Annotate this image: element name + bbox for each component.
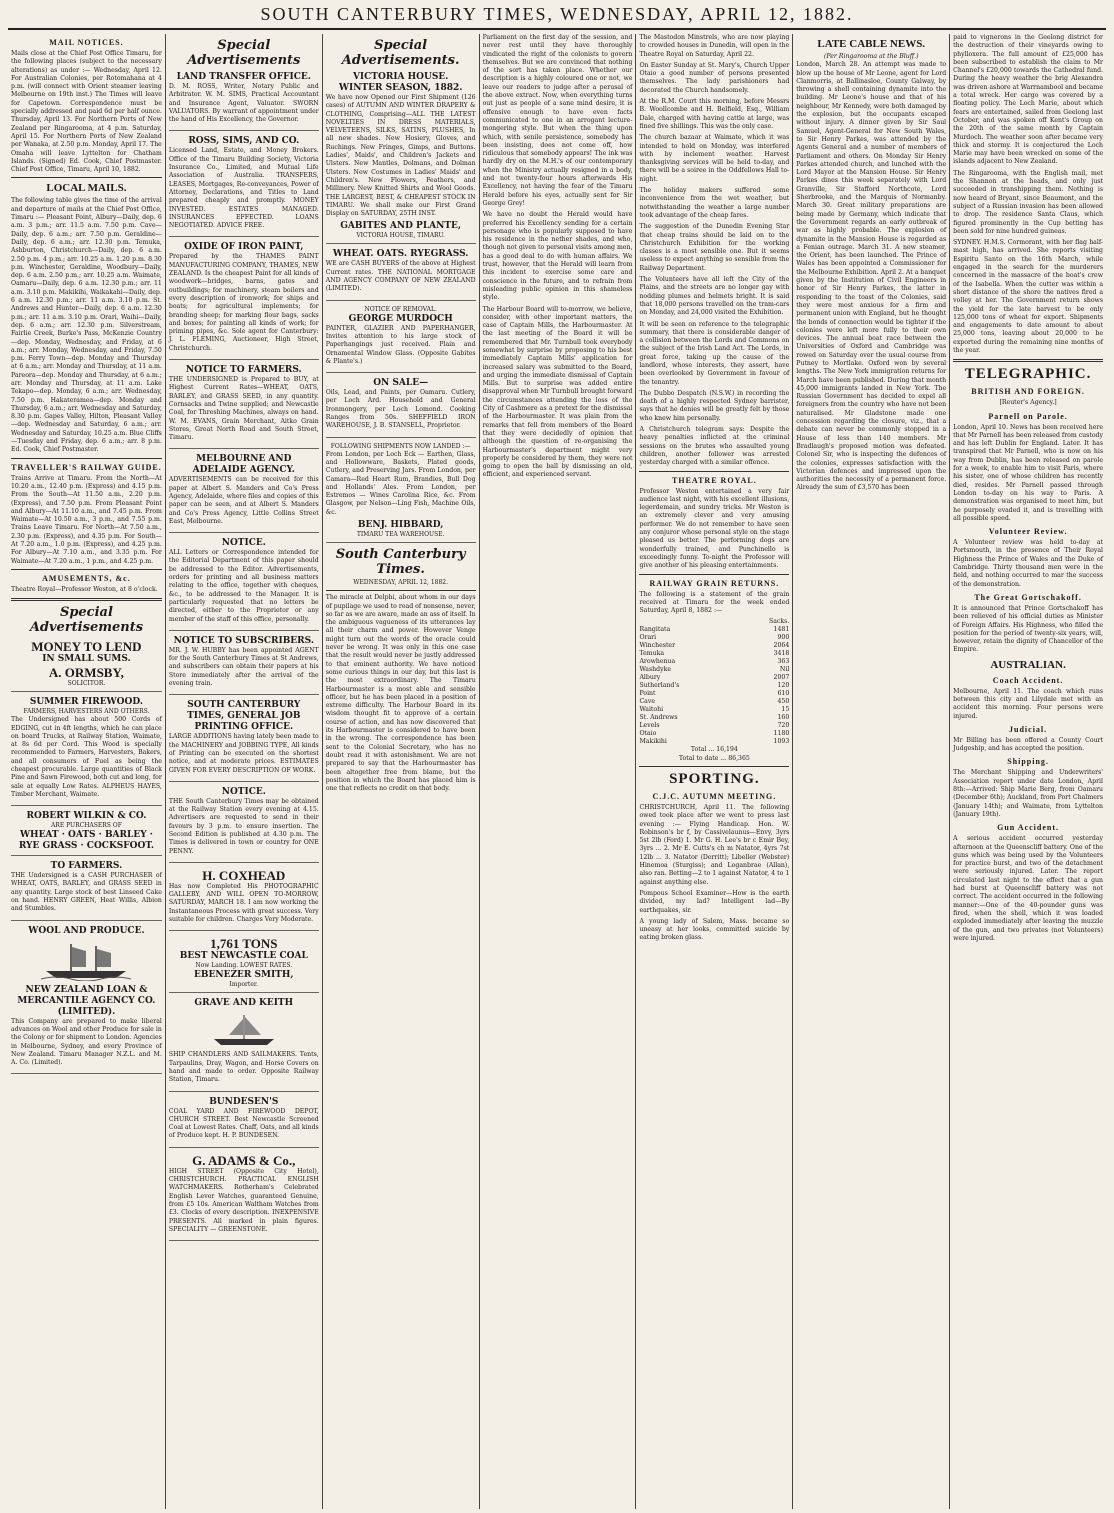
melb-heading: MELBOURNE AND ADELAIDE AGENCY. <box>192 454 295 476</box>
grain-sacks: 3418 <box>773 650 790 658</box>
grain-sacks: 900 <box>777 634 790 642</box>
melb-text: ADVERTISEMENTS can be received for this paper at Albert S. Manders and Co's Press Agency, Adelaide, where files and copies of this paper can be seen, and at Albert S. Manders and Co's Press Agency, Little Collins Street East, Melbourne. <box>168 476 319 525</box>
grain-station: Sutherland's <box>639 682 680 690</box>
local-mails-text: The following table gives the time of the arrival and departure of mails at the Chief Post Office, Timaru :— Pleasant Point, Albury—Daily, dep. 6 a.m. 3 p.m.; arr. 11.5 a.m. 7.50 p.m. Cave—Daily, dep. 6 a.m.; arr. 7.50 p.m. Geraldine—Daily, dep. 6 a.m.; arr. 12.30 p.m. Temuka, Ashburton, Christchurch—Daily, dep. 6 a.m. 2.50 p.m. 4 p.m.; arr. 10.25 a.m. 1.20 p.m. 8.30 p.m. Winchester, Geraldine, Woodbury—Daily, dep. 6 a.m. 2.50 p.m.; arr. 10.25 a.m. Waimate, Oamaru—Daily, dep. 6 a.m. 12.30 p.m.; arr. 11 a.m. 3.10 p.m. Makikihi, Waikakahi—Daily, dep. 6 a.m. 12.30 p.m.; arr. 11 a.m. 3.10 p.m. St. Andrews and Hunter—Daily, dep. 6 a.m. 12.30 p.m.; arr. 11 a.m. 3.10 p.m. Orari, Waihi—Daily, dep. 6 a.m.; arr. 12.30 p.m. Silverstream, Fairlie Creek, Burke's Pass, McKenzie Country—dep. Monday, Wednesday, and Friday, at 6 a.m.; arr. Monday, Wednesday, and Friday, 7.50 p.m. Ferry Town—dep. Monday and Thursday at 6 a.m.; arr. Monday and Thursday, at 11 a.m. Pareora—dep. Monday and Thursday, at 6 a.m.; arr. Monday and Thursday, at 11 a.m. Lake Tekapo—dep. Monday, 6 a.m.; arr. Wednesday, 7.50 p.m. Hakateramea—dep. Monday and Thursday, 6 a.m.; arr. Wednesday and Saturday, 8.30 p.m. Gapes Valley, Hilton, Pleasant Valley—dep. Wednesday and Saturday, 6 a.m.; arr. Wednesday and Saturday, 10.25 a.m. Blue Cliffs—Tuesday and Friday, dep. 6 a.m.; arr. 8 p.m. Ed. Cook, Chief Postmaster. <box>11 197 162 454</box>
grain-sacks: 2007 <box>773 674 790 682</box>
divider <box>11 177 162 178</box>
mail-notices-heading: MAIL NOTICES. <box>49 38 124 47</box>
winter-text: We have now Opened our First Shipment (126 cases) of AUTUMN AND WINTER DRAPERY & CLOTHING, Comprising—ALL THE LATEST NOVELTIES IN DRESS MATERIALS, VELVETEENS, SILKS, SATINS, PLUSHES, In all new shades. New Hosiery, Gloves, and Ruchings. New Fringes, Gimps, and Buttons. Ladies', Maids', and Children's Jackets and Ulsters. New Mantles, Dolmans, and Dolman Ulsters. New Costumes in Ladies' Maids' and Children's. New Flowers, Feathers, and Millinery. New Knitted Shirts and Wool Goods. THE LARGEST, BEST, & CHEAPEST STOCK IN TIMARU. We shall make our First Grand Display on SATURDAY, 25TH INST. <box>325 94 476 218</box>
coal-text: Now Landing. LOWEST RATES. <box>195 962 293 970</box>
judicial-heading: Judicial. <box>1009 724 1048 734</box>
grain-row <box>639 674 789 682</box>
divider <box>11 458 162 459</box>
volunteer-heading: Volunteer Review. <box>988 527 1068 537</box>
grain-sacks: 160 <box>777 714 790 722</box>
mirror-text: A young lady of Salem, Mass. became so uneasy at her looks, committed suicide by eating broken glass. <box>639 917 790 942</box>
sporting-text: CHRISTCHURCH, April 11. The following owed took place after we went to press last evening :— Flying Handicap. Hon. W. Robinson's br f, by Cassivelaunus—Envy, 3yrs 5st 2lb (Ford) 1. Mr G. H. Lee's br c Emir Bey, 3yrs ... 2. Mr E. Cutts's ch m Natator, 4yrs 7st 12lb ... 3. Natator (Derritt); Libeller (Webster) Hinemoa (Sturgiss); and Loganbrae (Allan), also ran. Betting—2 to 1 against Natator, 4 to 1 against anything else. <box>639 804 790 886</box>
money-to-lend-ad <box>11 637 162 692</box>
ormsby-role: SOLICITOR. <box>67 680 106 688</box>
paper-title: South Canterbury Times. <box>335 546 466 577</box>
notice-heading: NOTICE. <box>221 538 266 549</box>
col5-paragraph: The holiday makers suffered some inconvenience from the wet weather, but notwithstanding the weather a large number took advantage of the cheap fares. <box>639 187 790 219</box>
firewood-sub: FARMERS, HARVESTERS AND OTHERS. <box>23 708 150 716</box>
job-text: LARGE ADDITIONS having lately been made to the MACHINERY and JOBBING TYPE, All kinds of Printing can be executed on the shortest notice, and at moderate prices. ESTIMATES GIVEN FOR EVERY DESCRIPTION OF WORK. <box>168 733 319 774</box>
sporting-sub: C.J.C. AUTUMN MEETING. <box>652 792 777 801</box>
land-text: D. M. ROSS, Writer, Notary Public and Arbitrator. W. M. SIMS, Practical Accountant and Insurance Agent, Valuator. SWORN VALUATORS. By warrant of appointment under the hand of His Excellency, the Governor. <box>168 83 319 124</box>
firewood-text: The Undersigned has about 500 Cords of EDGING, cut in 4ft lengths, which he can place on board Trucks, at Railway Station, Waimate, at 8s 6d per Cord. This Wood is specially recommended to Farmers, Harvesters, Bakers, and all consumers of Fuel as being the cheapest procurable. Large quantities of Black Pine and Sawn Firewood, both cut and long, for sale at equally Low Rates. ALPHEUS HAYES, Timber Merchant, Waimate. <box>11 716 162 798</box>
grain-row <box>639 650 789 658</box>
nzla-heading: NEW ZEALAND LOAN & MERCANTILE AGENCY CO. (LIMITED). <box>17 984 156 1017</box>
grain-row <box>639 698 789 706</box>
grain-sacks: 610 <box>777 690 790 698</box>
grain-station: Rangitata <box>639 626 671 634</box>
mail-notices-text: Mails close at the Chief Post Office Timaru, for the following places (subject to the necessary alterations) as under :— Wednesday, April 12. For Australian Colonies, per Rotomahana at 4 p.m. (will connect with Orient steamer leaving Melbourne on 19th inst.) The Times will leave for Capetown. Correspondence must be specially addressed and paid 6d per half ounce. Thursday, April 13. For Northern Ports of New Zealand per Ringarooma, at 4 p.m. Saturday, April 15. For Northern Ports of New Zealand per Wanaka, at 2.50 p.m. Monday, April 17. The Omaha will leave Lyttelton for Chatham Islands. (Signed) Ed. Cook, Chief Postmaster. Chief Post Office, Timaru, April 10, 1882. <box>11 50 162 174</box>
column-1 <box>8 34 165 1509</box>
wheat-oats-ad <box>326 247 476 300</box>
col5-paragraph: The suggestion of the Dunedin Evening Star that cheap trains should be laid on to the Christchurch Exhibition for the working classes is a most sensible one. But it seems useless to expect anything so sensible from the Railway Department. <box>639 223 790 272</box>
divider <box>639 766 789 767</box>
on-sale-ad <box>326 376 476 437</box>
notice-ad <box>169 536 319 631</box>
job-printing-ad <box>169 698 319 781</box>
grain-returns-table <box>639 618 789 746</box>
ross-heading: ROSS, SIMS, AND CO. <box>188 136 300 147</box>
bund-heading: BUNDESEN'S <box>209 1096 279 1107</box>
grain-station: Arowhenua <box>639 658 676 666</box>
col5-paragraph: The Volunteers have all left the City of the Plains, and the streets are no longer gay with nodding plumes and helmets bright. It is said that 18,000 persons travelled on the tram-cars on Monday, and 24,000 visited the Exhibition. <box>639 276 790 317</box>
columns <box>8 34 1106 1509</box>
col5-paragraph: At the R.M. Court this morning, before Messrs B. Woollcombe and H. Belfield, Esq., William Dale, charged with having cattle at large, was fined five shillings. This was the only case. <box>639 98 790 130</box>
col5-paragraph: It will be seen on reference to the telegraphic summary, that there is considerable danger of a collision between the Lords and Commons on the subject of the Irish Land Act. The Lords, in great force, taking up the cause of the landlord, whose interests, they assert, have been overlooked by Government in favour of the tenantry. <box>639 320 790 386</box>
grain-row <box>639 714 789 722</box>
divider <box>639 574 789 575</box>
money-heading: MONEY TO LEND <box>31 639 142 655</box>
grain-to-date: Total to date ... 86,365 <box>678 754 750 762</box>
murdoch-text: PAINTER, GLAZIER AND PAPERHANGER, Invites attention to his large stock of Paperhangings just received. Plain and Ornamental Window Glass. (Opposite Gabites & Plante's.) <box>325 324 476 365</box>
judicial-text: Mr Billing has been offered a County Court Judgeship, and has accepted the position. <box>953 736 1104 753</box>
col7-paragraph: paid to vignerons in the Geelong district for the destruction of their vineyards owing to phylloxera. The full amount of £25,000 has been subscribed to establish the claim to Mr Channel's £20,000 towards the Cathedral fund. During the heavy weather the brig Alexandra was driven ashore at Warrnambool and became a total wreck. Her cargo was covered by a floating policy. The Loch Marie, about which fears are entertained, sailed from Geelong last October, and was spoken off Kent's Group on the 20th of the same month by Captain Murdoch. The weather soon after became very thick and stormy. It is conjectured the Loch Marie may have been wrecked on some of the islands adjacent to New Zealand. <box>953 34 1104 166</box>
grain-sacks: 1180 <box>773 730 790 738</box>
british-foreign-heading: BRITISH AND FOREIGN. <box>971 387 1085 397</box>
grain-row <box>639 706 789 714</box>
col4-paragraph: We have no doubt the Herald would have preferred his Excellency sending for a certain personage who is popularly supposed to have his residence in the nether shades, and who, though not given to personal visits among men, has a good deal to do with human affairs. We trust, however, that the Herald will learn from this incident to exercise some care and conscience in the future, and to refrain from misleading public opinion in this shameless style. <box>482 211 633 302</box>
cable-news-text: London, March 28. An attempt was made to blow up the house of Mr Leone, agent for Lord Clanmorris, at Ballinasloe, County Galway, by throwing a shell containing dynamite into the building. Mr Leone's house and that of his neighbour, Mr Kennedy, were both damaged by the explosion, but the occupants escaped without injury. A dinner given by Sir Saul Samuel, Agent-General for New South Wales, to Sir Henry Parkes, was attended by the Agents General and a number of members of Parliament and others. On Monday Sir Henry Parkes attended church, and lunched with the Lord Mayor at the Mansion House. Sir Henry Parkes dines this week separately with Lord Granville, Sir Stafford Northcote, Lord Sherbrooke, and the Marquis of Normanby. March 30. Great military preparations are being made by Germany, which indicate that the Government regards an early outbreak of war as highly probable. The explosion of dynamite in the Mansion House is regarded as a Fenian outrage. March 31. A new steamer, the Orient, has been launched. The Prince of Wales has been appointed a Commissioner for the Melbourne Exhibition. April 2. At a banquet given by the Institution of Civil Engineers in honor of Sir Henry Parkes, the latter in responding to the toast of the Colonies, said they were most anxious for a firm and permanent union with England, but he thought the bonds of connection would be tighter if the colonies were left more fully to their own devices. The annual boat race between the Universities of Oxford and Cambridge was rowed on Saturday over the usual course from Putney to Mortlake. Oxford won by several lengths. The New York immigration returns for March have been published. During that month 45,000 immigrants landed in New York. The Russian Government has decided to expel all foreigners from the country who have not been naturalised. Mr Gladstone made one concession regarding the closure, viz., that a debate can never be commonly stopped in a House of less than 140 members. Mr Bradlaugh's proposed motion was defeated. Colonel Sir, who is inspecting the defences of the colonies, expresses satisfaction with the Victorian defences and impressed upon the authorities the necessity of a permanent force. Already the sum of £3,570 has been <box>796 61 947 492</box>
coxhead-heading: H. COXHEAD <box>202 867 286 883</box>
col5-paragraph: The church bazaar at Waimate, which it was intended to hold on Monday, was interfered with by inclement weather. Harvest thanksgiving services will be held to-day, and there will be a soiree in the Oddfellows Hall to-night. <box>639 134 790 183</box>
grain-returns-heading: RAILWAY GRAIN RETURNS. <box>649 578 780 588</box>
grain-row <box>639 730 789 738</box>
subs-text: MR. J. W. HUBBY has been appointed AGENT for the South Canterbury Times at St Andrews, and subscribers can obtain their papers at his Store immediately after the arrival of the evening train. <box>168 646 319 688</box>
oxide-heading: OXIDE OF IRON PAINT, <box>184 242 304 253</box>
farmers-text: THE UNDERSIGNED is Prepared to BUY, at Highest Current Rates—WHEAT, OATS, BARLEY, and GRASS SEED, in any quantity. Cornsacks and Twine supplied; and Newcastle Coal, for Threshing Machines, always on hand. W. M. EVANS, Grain Merchant, Aitko Grain Stores, Great North Road and South Street, Timaru. <box>168 376 319 442</box>
ship-icon <box>41 941 131 981</box>
adams-heading: G. ADAMS & Co., <box>192 1152 296 1168</box>
grain-sacks: 363 <box>777 658 790 666</box>
col7-paragraph: The Ringarooma, with the English mail, met the Shannon at the heads, and only just succeeded in transhipping them. Nothing is now heard of Bryant, since Beaumont, and the subject of a Russian invasion has been allowed to drop. The residence Santa Claus, which figured prominently in the Cup betting has been sold for nine hundred guineas. <box>953 169 1104 235</box>
grave-heading: GRAVE AND KEITH <box>194 998 294 1009</box>
cable-news-sub: (Per Ringarooma at the Bluff.) <box>823 53 919 60</box>
smith-heading: EBENEZER SMITH, <box>194 970 294 981</box>
grain-station: Cave <box>639 698 656 706</box>
land-heading: LAND TRANSFER OFFICE. <box>176 72 311 82</box>
shipping-heading: Shipping. <box>1007 757 1049 767</box>
wilkin-ad <box>11 809 162 856</box>
coach-text: Melbourne, April 11. The coach which runs between this city and Lilydale met with an accident this morning. Four persons were injured. <box>953 687 1104 720</box>
ship-illustration <box>11 941 162 981</box>
ross-sims-ad <box>169 134 319 237</box>
shipments-ad <box>326 441 476 543</box>
wheat-heading: WHEAT. OATS. RYEGRASS. <box>332 249 469 260</box>
land-transfer-ad <box>169 70 319 131</box>
gortschakoff-text: It is announced that Prince Gortschakoff has been relieved of his official duties as Minister of Foreign Affairs. His Highness, who filled the position for the period of twenty-six years, will, however, retain the dignity of Chancellor of the Empire. <box>953 604 1104 654</box>
notice2-heading: NOTICE. <box>221 786 266 797</box>
special-ads-heading: Special Advertisements <box>29 605 144 636</box>
sydney-text: SYDNEY. H.M.S. Cormorant, with her flag half-mast high, has arrived. She reports visiting Espiritu Santo on the 16th March, while engaged in the search for the murderers concerned in the massacre of the boat's crew of the Isabella. When the cutter was within a short distance of the shore the natives fired a volley at her. The Government return shows the yield for the late harvest to be only 125,000 tons of wheat for export. Shipments and engagements to date amount to about 25,000 tons, leaving about 20,000 to be exported during the remaining nine months of the year. <box>953 239 1104 354</box>
notice2-text: THE South Canterbury Times may be obtained at the Railway Station every evening at 4.15. Advertisers are requested to send in their favours by 3 p.m. to ensure insertion. The Second Edition is published at 4.30 p.m. The Times is delivered in town or country for ONE PENNY. <box>168 797 319 855</box>
col5-paragraph: A Christchurch telegram says: Despite the heavy penalties inflicted at the criminal sessions on the brutes who assaulted young children, another follower was arrested yesterday charged with a similar offence. <box>639 426 790 467</box>
melbourne-agency-ad <box>169 452 319 533</box>
special-ads-heading: Special Advertisements. <box>341 38 460 68</box>
coach-heading: Coach Accident. <box>992 675 1064 685</box>
grain-sacks: 1093 <box>773 738 790 746</box>
wool-heading: WOOL AND PRODUCE. <box>28 925 145 936</box>
bund-text: COAL YARD AND FIREWOOD DEPOT, CHURCH STREET. Best Newcastle Screened Coal at Lowest Rates. Chaff, Oats, and all kinds of Produce kept. H. P. BUNDESEN. <box>168 1107 319 1140</box>
amusements-heading: AMUSEMENTS, &c. <box>42 573 131 583</box>
grain-row <box>639 738 789 746</box>
ormsby-name: A. ORMSBY, <box>48 665 124 681</box>
grain-station: St. Andrews <box>639 714 678 722</box>
victoria-house-ad <box>326 70 476 244</box>
farmers-heading: NOTICE TO FARMERS. <box>185 365 302 376</box>
wilkin-items: WHEAT · OATS · BARLEY · RYE GRASS · COCKSFOOT. <box>18 830 155 852</box>
grain-station: Orari <box>639 634 657 642</box>
to-farmers-heading: TO FARMERS. <box>50 861 123 872</box>
amusements-text: Theatre Royal—Professor Weston, at 8 o'clock. <box>11 585 158 593</box>
column-4 <box>479 34 636 1509</box>
local-mails-heading: LOCAL MAILS. <box>46 182 127 195</box>
victoria-heading: VICTORIA HOUSE. <box>352 72 449 82</box>
wheat-text: WE are CASH BUYERS of the above at Highest Current rates. THE NATIONAL MORTGAGE AND AGENCY COMPANY OF NEW ZEALAND (LIMITED). <box>325 260 476 293</box>
firewood-heading: SUMMER FIREWOOD. <box>29 697 143 708</box>
sailing-ship-icon <box>209 1013 279 1047</box>
hibbard-text: TIMARU TEA WAREHOUSE. <box>356 530 445 538</box>
ships-text: From London, per Loch Eck — Earthen, Glass, and Hollowware, Baskets, Plated goods, Cutlery, and Preserving Jars. From London, per Camara—Red Heart Rum, Brandies, Bull Dog and Hollands' Ales. From London, per Estremos — Wines Carolina Rice, &c. From Glasgow, per Nelson—Ling Fish, Machine Oils, &c. <box>325 450 476 516</box>
coxhead-text: Has now Completed His PHOTOGRAPHIC GALLERY, AND WILL OPEN TO-MORROW, SATURDAY, MARCH 18. I am now working the Instantaneous Process with great success. Very suitable for children. Charges Very Moderate. <box>168 882 319 924</box>
adams-text: HIGH STREET (Opposite City Hotel), CHRISTCHURCH. PRACTICAL ENGLISH WATCHMAKERS. Rotherham's Celebrated English Lever Watches, guaranteed Genuine, from £5 10s. American Waltham Watches from £3. Clocks of every description. INEXPENSIVE PRESENTS. All marked in plain figures. SPECIALITY — GREENSTONE. <box>168 1167 319 1233</box>
grain-row <box>639 658 789 666</box>
grain-station: Temuka <box>639 650 665 658</box>
col5-paragraph: On Easter Sunday at St. Mary's, Church Upper Otaio a good number of persons presented themselves. The lady parishioners had decorated the Church handsomely. <box>639 61 790 94</box>
gabites-text: VICTORIA HOUSE, TIMARU. <box>356 232 445 240</box>
grave-ship-illustration <box>169 1013 319 1047</box>
divider <box>11 569 162 570</box>
coal-ad <box>169 934 319 993</box>
gun-accident-heading: Gun Accident. <box>997 823 1060 833</box>
bundesen-ad <box>169 1095 319 1148</box>
grain-row <box>639 666 789 674</box>
grain-row <box>639 626 789 634</box>
railway-guide-text: Trains Arrive at Timaru. From the North—At 10.20 a.m., 12.40 p.m. (Express) and 4.15 p.m. From the South—At 11.50 a.m., 2.20 p.m. (Express), and 7.50 p.m. From Pleasant Point and Albury—At 11.10 a.m., and 7.45 p.m. From Waimate—At 10.50 a.m., 3 p.m., and 7.55 p.m. Trains Leave Timaru. For North—At 7.50 a.m., 2.30 p.m. (Express), and 4.35 p.m. For South—At 7.20 a.m., 1.0 p.m. (Express), and 4.25 p.m. For Albury—At 7.10 a.m., and 3.35 p.m. For Waimate—At 7.20 a.m., 1 p.m., and 4.25 p.m. <box>11 474 162 565</box>
firewood-ad <box>11 695 162 806</box>
railway-guide-heading: TRAVELLER'S RAILWAY GUIDE. <box>11 462 162 472</box>
ships-heading: FOLLOWING SHIPMENTS NOW LANDED :— <box>330 442 471 450</box>
theatre-heading: THEATRE ROYAL. <box>672 475 757 485</box>
parnell-text: London, April 10. News has been received here that Mr Parnell has been released from custody and has left Dublin for England. Later. It has transpired that Mr Parnell, who is now on his way from Dublin, has been released on parole for a week, to enable him to visit Paris, where his sister, one of whose children has recently died, resides. Mr Parnell passed through London to-day on his way to Paris. A demonstration was organised to meet him, but he purposely evaded it, and is travelling with all possible speed. <box>953 423 1104 522</box>
subs-heading: NOTICE TO SUBSCRIBERS. <box>173 635 314 646</box>
coxhead-ad <box>169 866 319 931</box>
column-7 <box>949 34 1106 1509</box>
grain-station: Washdyke <box>639 666 671 674</box>
adams-ad <box>169 1151 319 1241</box>
grain-sacks: 2064 <box>773 642 790 650</box>
grain-sacks: 15 <box>781 706 790 714</box>
grain-station: Winchester <box>639 642 676 650</box>
grain-station: Point <box>639 690 656 698</box>
col5-paragraph: The Dubbo Despatch (N.S.W.) in recording the death of a highly respected Sydney barrister, says that he denies will be greatly felt by those who knew him personally. <box>639 389 790 422</box>
shipping-text: The Merchant Shipping and Underwriters' Association report under date London, April 8th:—Arrived: Ship Marie Berg, from Oamaru (December 6th); Auckland, from Port Chalmers (January 14th); and Waimate, from Lyttelton (January 19th). <box>953 769 1104 818</box>
grain-sacks: Nil <box>779 666 790 674</box>
sporting-heading: SPORTING. <box>669 771 760 787</box>
nzla-ad <box>11 924 162 1075</box>
grave-text: SHIP CHANDLERS AND SAILMAKERS. Tents, Tarpaulins, Dray, Wagon, and Horse Covers on hand and made to order. Opposite Railway Station, Timaru. <box>168 1051 319 1084</box>
removal-ad <box>326 304 476 373</box>
paper-date: WEDNESDAY, APRIL 12, 1882. <box>353 578 449 586</box>
theatre-text: Professor Weston entertained a very fair audience last night, with his excellent illusions, legerdemain, and sundry tricks. Mr Weston is an extremely clever and very amusing performer. We do not remember to have seen any conjuror whose personal style on the stage pleased us better. The performing dogs are wonderfully trained, and Punchinello is exceedingly funny. To-night the Professor will give another of his pleasing entertainments. <box>639 487 790 570</box>
subscribers-ad <box>169 634 319 695</box>
job-heading: SOUTH CANTERBURY TIMES, GENERAL JOB PRINTING OFFICE. <box>187 700 301 733</box>
column-2 <box>165 34 322 1509</box>
notice-text: ALL Letters or Correspondence intended for the Editorial Department of this paper should be addressed to the Editor. Advertisements, orders for printing and all business matters relating to the office, together with cheques, &c., to be addressed to the Manager. It is particularly requested that no letters be directed, either to the Proprietor or any member of the staff of this office, personally. <box>168 549 319 623</box>
winter-heading: WINTER SEASON, 1882. <box>338 83 463 93</box>
coal-heading: 1,761 TONS <box>210 936 278 952</box>
to-farmers-text: THE Undersigned is a CASH PURCHASER of WHEAT, OATS, BARLEY, and GRASS SEED in any quantity. Large stock of best Linseed Cake on hand. HENRY GREEN, Heat Willis, Albion and Stumbles. <box>11 872 162 913</box>
wilkin-sub: ARE PURCHASERS OF <box>50 822 122 830</box>
grain-station: Albury <box>639 674 661 682</box>
hibbard-heading: BENJ. HIBBARD, <box>357 519 444 530</box>
grain-row <box>639 642 789 650</box>
column-6 <box>792 34 949 1509</box>
column-5 <box>635 34 792 1509</box>
grain-col-header: Sacks. <box>769 618 790 626</box>
oxide-text: Prepared by the THAMES PAINT MANUFACTURING COMPANY, THAMES, NEW ZEALAND. Is the cheapest Paint for all kinds of woodwork—bridges, barns, gates and outbuildings; for machinery, steam boilers and every description of ironwork; for ships and boats; for agricultural implements; for branding sheep; for marking flour bags, sacks and boxes; for painting all kinds of work; for priming pipes, &c. Sole agent for Canterbury: J. L. FLEMING, Auctioneer, High Street, Christchurch. <box>168 253 319 352</box>
grain-station: Waitohi <box>639 706 664 714</box>
grain-station: Levels <box>639 722 660 730</box>
gun-accident-text: A serious accident occurred yesterday afternoon at the Queenscliff battery. One of the guns which was being used by the Volunteers for practice burst, and two of the detachment were seriously injured. Later. The report circulated last night to the effect that a gun had burst at Queenscliff battery was not correct. The accident occurred in the following manner:—One of the 40-pounder guns was fired, when the shell, which it was loaded exploded immediately after leaving the muzzle of the gun, and two privates (not Volunteers) were injured. <box>953 835 1104 942</box>
grain-header-row <box>639 618 789 626</box>
column-3 <box>322 34 479 1509</box>
to-farmers-ad <box>11 859 162 920</box>
australian-heading: AUSTRALIAN. <box>990 658 1066 671</box>
col4-paragraph: Parliament on the first day of the session, and never rest until they have thoroughly vindicated the right of the colonists to govern themselves. But we are convinced that nothing of the sort has taken place. Whether our description is a highly coloured one or not, we leave our readers to judge after a perusal of the above extract. Now, when everything turns out just as people of a sane mind desire, it is offensive enough to have even facts communicated to one in an arrogant lecture-mongering style. But when the thing upon which, with senile persistence, somebody has been insisting, does not come off, how ridiculous that somebody appears! The ink was hardly dry on the M.H.'s of our contemporary when the Ministry actually resigned in a body, and not twenty-four hours afterwards His Excellency, not having the fear of the Timaru Herald before his eyes, actually sent for Sir George Grey! <box>482 34 633 207</box>
removal-heading: NOTICE OF REMOVAL. <box>364 305 437 313</box>
divider <box>11 598 162 601</box>
grain-sacks: 450 <box>777 698 790 706</box>
oxide-paint-ad <box>169 240 319 360</box>
pompous-text: Pompous School Examiner—How is the earth divided, my lad? Intelligent lad—By earthquakes, sir. <box>639 889 790 914</box>
divider <box>953 359 1103 362</box>
ross-text: Licensed Land, Estate, and Money Brokers. Office of the Timaru Building Society, Victoria Insurance Co., Limited, and Mutual Life Association of Australia. TRANSFERS, LEASES, Mortgages, Re-conveyances, Power of Attorney, Declarations, and Titles to Land prepared cheaply and promptly. MONEY INVESTED. ESTATES MANAGED. INSURANCES EFFECTED. LOANS NEGOTIATED. ADVICE FREE. <box>168 147 319 230</box>
wilkin-heading: ROBERT WILKIN & CO. <box>26 811 147 822</box>
divider <box>639 471 789 472</box>
notice-to-farmers-ad <box>169 363 319 449</box>
masthead: SOUTH CANTERBURY TIMES, WEDNESDAY, APRIL 12, 1882. <box>260 4 854 24</box>
grain-sacks: 1481 <box>773 626 790 634</box>
grain-returns-intro: The following is a statement of the grain received at Timaru for the week ended Saturday, April 8, 1882 :— <box>639 590 790 615</box>
grain-row <box>639 682 789 690</box>
sale-text: Oils, Lead, and Paints, per Oamaru. Cutlery, per Loch Ard. Household and General Ironmongery, per Loch Lomond. Cooking Ranges from 50s. SHEFFIELD IRON WAREHOUSE, J. B. STANSELL, Proprietor. <box>325 389 476 430</box>
smith-role: Importer. <box>229 981 259 989</box>
col5-paragraph: The Mastodon Minstrels, who are now playing to crowded houses in Dunedin, will open in the Theatre Royal on Saturday, April 22. <box>639 34 790 58</box>
nzla-text: This Company are prepared to make liberal advances on Wool and other Produce for sale in the Colony or for shipment to London. Agencies in Melbourne, Sydney, and every Province of New Zealand. Timaru Manager N.Z.L. and M. A. Co. (Limited). <box>11 1017 162 1067</box>
grain-row <box>639 690 789 698</box>
parnell-heading: Parnell on Parole. <box>988 411 1068 421</box>
volunteer-text: A Volunteer review was held to-day at Portsmouth, in the presence of Their Royal Highness the Prince of Wales and the Duke of Cambridge. Thirty thousand men were in the field, and nothing occurred to mar the success of the demonstration. <box>953 539 1104 588</box>
grain-sacks: 120 <box>777 682 790 690</box>
editorial-text: The miracle at Delphi, about whom in our days of pupilage we used to read of nonsense, never, so far as we are aware, made an ass of itself. In the ambiguous vagueness of its utterances lay all their charm and power. However Venge might turn out the words of the oracle could never be wrong. It was only in this one case that the result would never be justly addressed to that eminent authority. We have noticed some curious things in our day, but this last is the most extraordinary. The Timaru Harbourmaster is a most able and sensible officer, but he has been placed in a position of extreme difficulty. The Harbour Board in its wisdom thought fit to approve of a certain course of action, and has now discovered that its Harbourmaster is considered to have been in the wrong. The correspondence has been sent to the Colonial Secretary, who has no doubt read it with astonishment. We are not prepared to say that the Harbourmaster has been altogether free from blame, but the position in which the Board has placed him is one that reflects no credit on that body. <box>325 594 476 793</box>
grain-sacks: 720 <box>777 722 790 730</box>
divider <box>326 590 476 591</box>
telegraphic-heading: TELEGRAPHIC. <box>964 366 1092 383</box>
grain-row <box>639 634 789 642</box>
gabites-heading: GABITES AND PLANTE, <box>340 221 462 232</box>
col4-paragraph: The Harbour Board will to-morrow, we believe, consider, with other important matters, the case of Captain Mills, the Harbourmaster. At the last meeting of the Board it will be remembered that Mr. Turnbull took everybody somewhat by surprise by proposing to his best immediately Captain Mills' application for increased salary was submitted to the Board, and urging the immediate dismissal of Captain Mills. But to surprise was added entire disapproval when Mr Turnbull brought forward the circumstances attending the loss of the City of Cashmere as a pretext for the dismissal of the Harbourmaster. It was plain from the remarks that fell from members of the Board that they were decidedly of opinion that although the question of re-organising the Harbourmaster's department might very properly be considered by them, they were not going to open the ball by dismissing an old, efficient, and experienced servant. <box>482 305 633 479</box>
masthead-rule <box>8 28 1106 30</box>
grain-station: Otaio <box>639 730 657 738</box>
reuter-note: [Reuter's Agency.] <box>999 399 1057 407</box>
grave-keith-ad <box>169 996 319 1091</box>
coal-sub: BEST NEWCASTLE COAL <box>179 951 308 962</box>
sale-heading: ON SALE— <box>373 378 429 389</box>
special-ads-heading: Special Advertisements <box>187 38 301 68</box>
murdoch-heading: GEORGE MURDOCH <box>348 313 453 324</box>
gortschakoff-heading: The Great Gortschakoff. <box>974 592 1082 602</box>
cable-news-heading: LATE CABLE NEWS. <box>817 38 926 50</box>
grain-total: Total ... 16,194 <box>690 746 738 754</box>
grain-station: Makikihi <box>639 738 667 746</box>
money-sub: IN SMALL SUMS. <box>42 654 131 665</box>
grain-row <box>639 722 789 730</box>
notice2-ad <box>169 785 319 863</box>
